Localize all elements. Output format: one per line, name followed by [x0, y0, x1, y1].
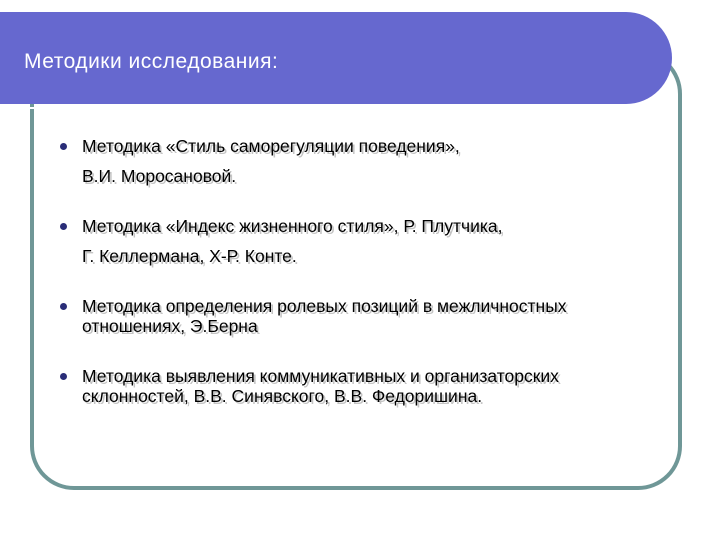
- list-item-3: [58, 296, 658, 336]
- list-item-text: Методика «Индекс жизненного стиля», Р. Плутчика,: [82, 216, 503, 236]
- list-item-text-continued: отношениях, Э.Берна: [82, 316, 258, 336]
- bullet-icon: [60, 303, 67, 310]
- list-item-text: Методика «Стиль саморегуляции поведения»,: [82, 136, 460, 156]
- bullet-icon: [60, 373, 67, 380]
- title-bar: [0, 12, 672, 104]
- list-item-4: [58, 366, 658, 406]
- title-underline: [0, 107, 638, 109]
- list-item-text-continued: В.И. Моросановой.: [82, 166, 237, 186]
- list-item-text: Методика определения ролевых позиций в межличностных: [82, 296, 567, 316]
- list-item-1: [58, 136, 658, 186]
- method-list: [58, 136, 658, 436]
- list-item-text-continued: склонностей, В.В. Синявского, В.В. Федоришина.: [82, 386, 483, 406]
- bullet-icon: [60, 143, 67, 150]
- list-item-text-continued: Г. Келлермана, Х-Р. Конте.: [82, 246, 297, 266]
- list-item-2: [58, 216, 658, 266]
- list-item-text: Методика выявления коммуникативных и организаторских: [82, 366, 559, 386]
- bullet-icon: [60, 223, 67, 230]
- slide-title: Методики исследования:: [24, 50, 279, 73]
